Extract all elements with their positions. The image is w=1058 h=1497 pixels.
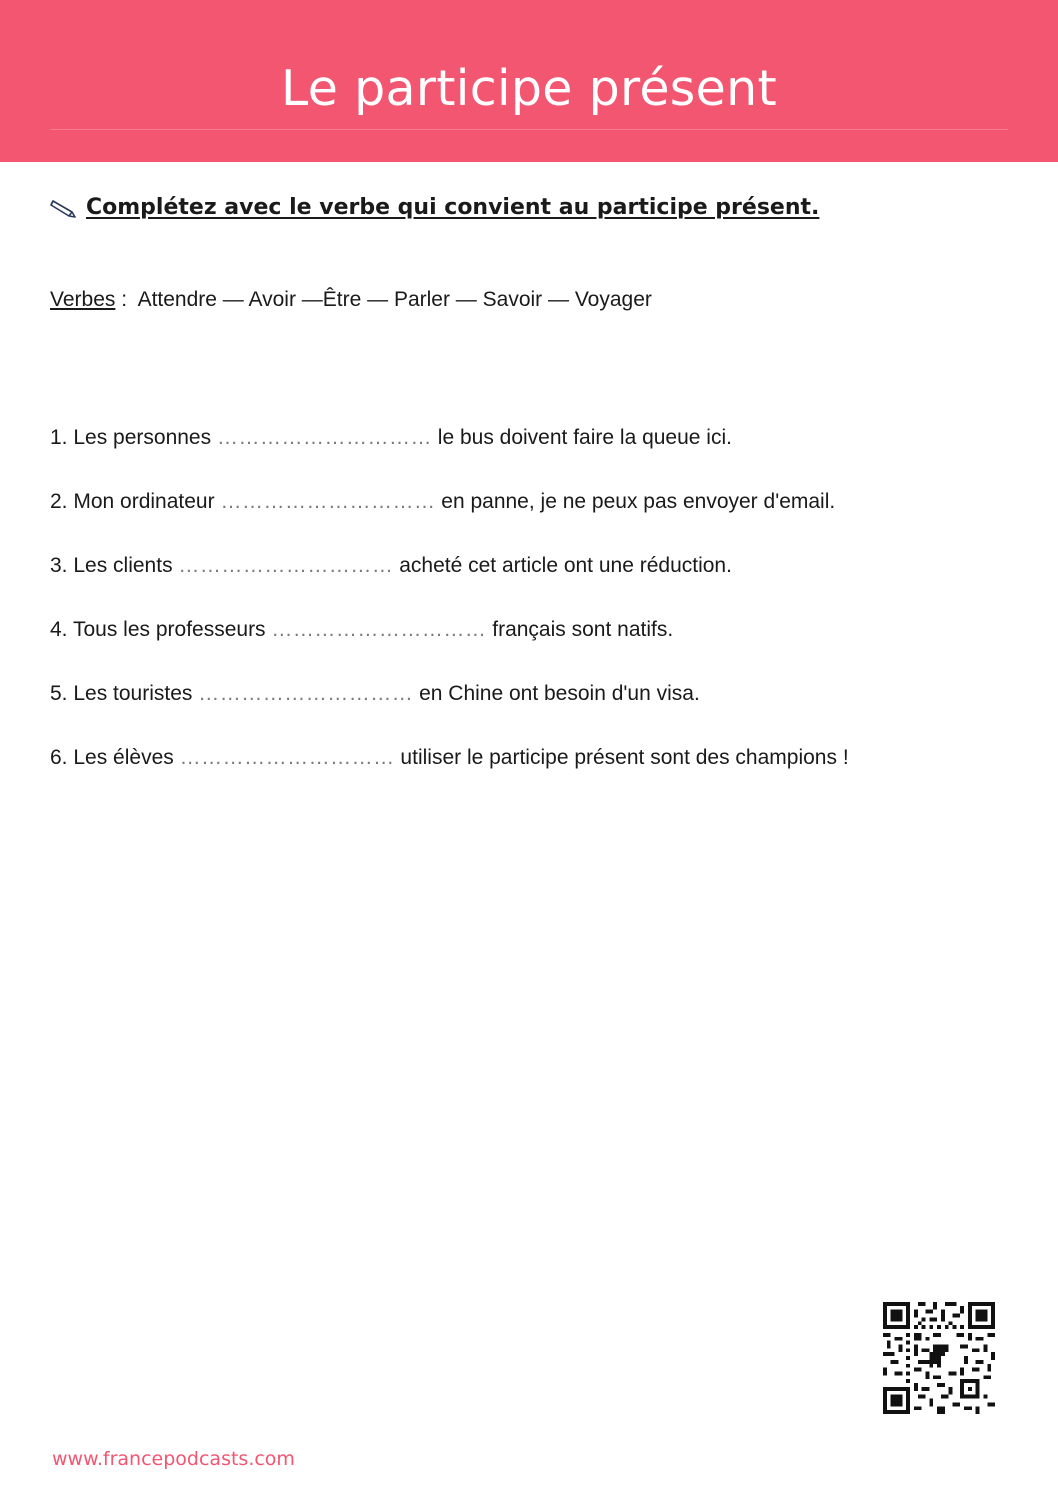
- verbs-label: Verbes: [50, 288, 116, 311]
- instruction-text: Complétez avec le verbe qui convient au participe présent.: [86, 194, 820, 220]
- exercise-blank[interactable]: …………………………: [271, 618, 487, 641]
- footer-url[interactable]: www.francepodcasts.com: [52, 1448, 295, 1470]
- exercise-text: acheté cet article ont une réduction.: [393, 554, 732, 577]
- qr-code-icon[interactable]: [883, 1302, 995, 1414]
- exercise-text: 5. Les touristes: [50, 682, 199, 705]
- verbs-separator: :: [115, 288, 138, 311]
- exercise-blank[interactable]: …………………………: [198, 682, 414, 705]
- exercise-item: [50, 744, 849, 772]
- header-divider: [50, 129, 1008, 130]
- exercise-text: 6. Les élèves: [50, 746, 180, 769]
- exercise-text: le bus doivent faire la queue ici.: [431, 426, 732, 449]
- exercise-blank[interactable]: …………………………: [220, 490, 436, 513]
- exercise-item: [50, 424, 732, 452]
- exercise-item: [50, 680, 700, 708]
- exercise-text: utiliser le participe présent sont des champions !: [394, 746, 849, 769]
- verbs-line: [50, 286, 652, 314]
- verbs-list: Attendre — Avoir —Être — Parler — Savoir — Voyager: [137, 288, 652, 311]
- instruction: [50, 190, 819, 224]
- exercise-item: [50, 616, 673, 644]
- exercise-item: [50, 552, 732, 580]
- exercise-text: en Chine ont besoin d'un visa.: [413, 682, 700, 705]
- exercise-blank[interactable]: …………………………: [178, 554, 394, 577]
- exercise-text: 3. Les clients: [50, 554, 179, 577]
- page-title: Le participe présent: [281, 60, 777, 117]
- exercise-text: en panne, je ne peux pas envoyer d'email.: [435, 490, 836, 513]
- exercise-item: [50, 488, 835, 516]
- exercise-blank[interactable]: …………………………: [179, 746, 395, 769]
- exercise-text: 1. Les personnes: [50, 426, 217, 449]
- page-header: [0, 0, 1058, 162]
- exercise-blank[interactable]: …………………………: [216, 426, 432, 449]
- exercise-text: français sont natifs.: [486, 618, 674, 641]
- pencil-icon: [50, 196, 80, 218]
- exercise-text: 4. Tous les professeurs: [50, 618, 272, 641]
- exercise-text: 2. Mon ordinateur: [50, 490, 221, 513]
